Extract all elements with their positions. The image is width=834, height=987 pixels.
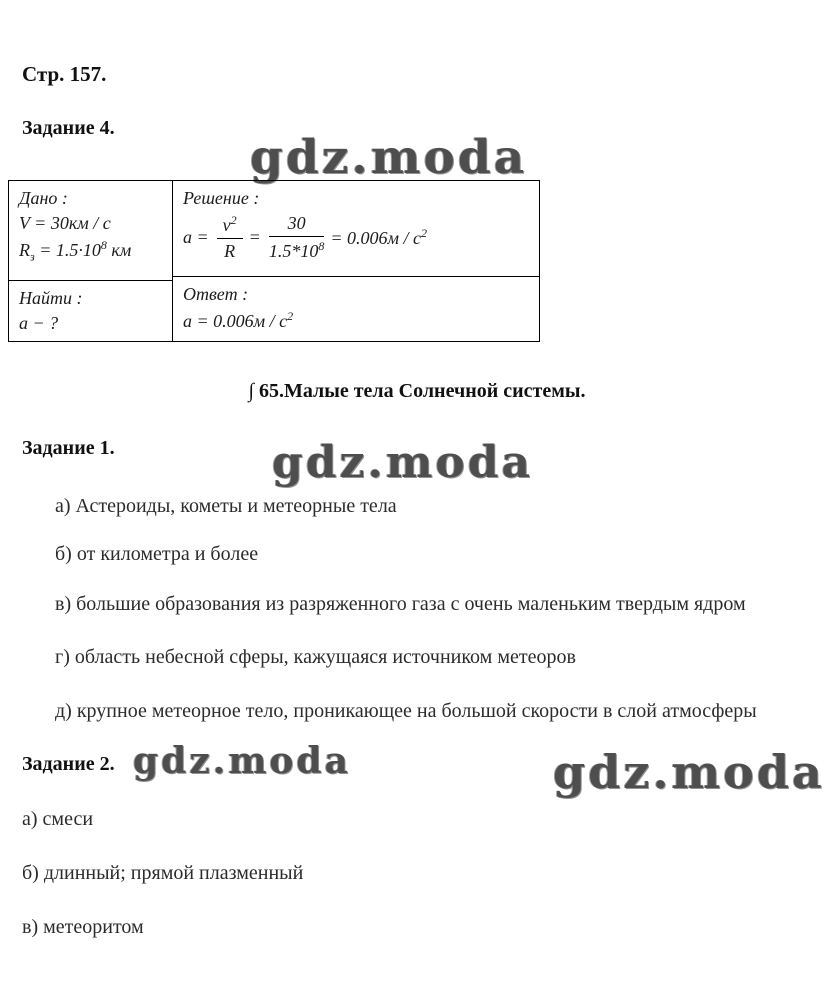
find-label: Найти : — [19, 288, 83, 308]
given-label: Дано : — [19, 188, 68, 208]
task4-solution-table — [8, 180, 540, 342]
table-column-given-find — [9, 181, 173, 341]
watermark-gdz-moda: gdz.moda — [250, 130, 528, 185]
formula-lhs: a = — [183, 227, 209, 247]
solution-label: Решение : — [183, 188, 260, 208]
page-number-heading: Стр. 157. — [22, 62, 107, 86]
task4-heading: Задание 4. — [22, 117, 115, 139]
formula-result: = $0.006м / с^2$ — [330, 226, 427, 248]
task1-answer-g: г) область небесной сферы, кажущаяся источником метеоров — [55, 646, 576, 668]
answer-value: $a = 0.006м / с^2$ — [183, 309, 294, 331]
equals-sign: = — [248, 227, 261, 247]
watermark-gdz-moda: gdz.moda — [553, 745, 825, 799]
table-column-solution-answer — [173, 181, 539, 341]
fraction-v2-over-R: $\frac{v^2}{R}$ — [217, 213, 243, 262]
task1-answer-d: д) крупное метеорное тело, проникающее на большой скорости в слой атмосферы — [55, 700, 757, 722]
given-velocity: V = 30км / с — [19, 213, 111, 233]
fraction-30-over-radius: $\frac{30}{1.5*10^8}$ — [268, 213, 325, 261]
section-65-heading: ∫ 65.Малые тела Солнечной системы. — [248, 380, 586, 402]
task2-answer-a: а) смеси — [22, 808, 94, 830]
task2-answer-b: б) длинный; прямой плазменный — [22, 862, 304, 884]
task1-answer-v: в) большие образования из разряженного газа с очень маленьким твердым ядром — [55, 593, 746, 615]
watermark-gdz-moda: gdz.moda — [133, 740, 351, 782]
task2-answer-v: в) метеоритом — [22, 916, 144, 938]
find-value: a − ? — [19, 313, 59, 333]
given-cell — [9, 181, 172, 281]
answer-label: Ответ : — [183, 284, 249, 304]
solution-cell — [173, 181, 539, 277]
find-cell — [9, 281, 172, 341]
task1-answer-b: б) от километра и более — [55, 543, 259, 565]
given-radius: $R_з = 1.5\cdot 10^8$ км — [19, 238, 132, 264]
watermark-gdz-moda: gdz.moda — [272, 437, 534, 488]
task1-heading: Задание 1. — [22, 437, 115, 459]
solution-formula — [183, 213, 529, 262]
task1-answer-a: а) Астероиды, кометы и метеорные тела — [55, 495, 397, 517]
task2-heading: Задание 2. — [22, 753, 115, 775]
answer-cell — [173, 277, 539, 341]
